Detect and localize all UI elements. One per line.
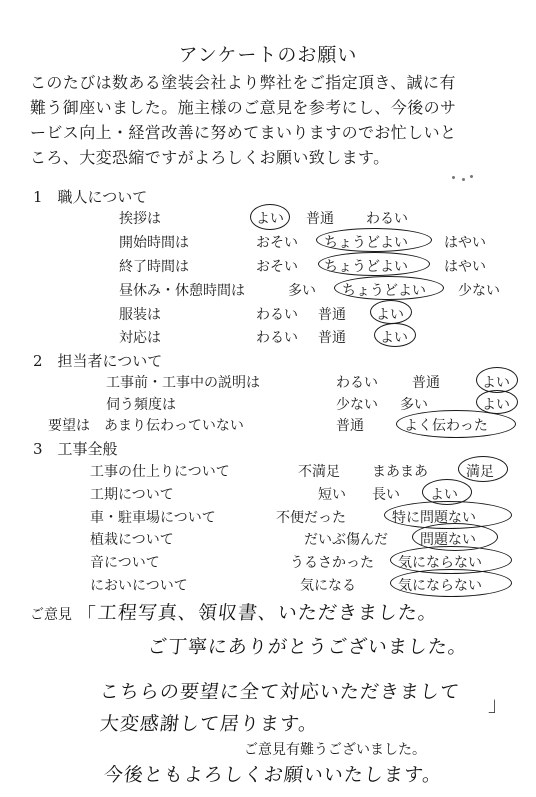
option: 問題ない [420,532,476,548]
comment-label: ご意見 [30,607,72,623]
option: 普通 [336,418,364,434]
question-label: 挨拶は [119,211,161,227]
close-bracket: 」 [488,692,508,716]
option: よい [376,307,404,323]
question-label: においについて [90,578,188,594]
section-heading-staff: 2 担当者について [33,352,163,370]
selected-circle [396,410,516,438]
question-label: 終了時間は [119,259,189,275]
option: おそい [256,235,298,251]
selected-circle [374,323,416,347]
option: 気にならない [398,555,482,571]
selected-circle [334,276,444,300]
open-bracket: 「 [76,603,96,627]
option: わるい [336,375,378,391]
question-label: 工事前・工事中の説明は [106,375,260,391]
option: 多い [288,283,316,299]
option: 少ない [458,283,500,299]
option: 気にならない [398,578,482,594]
option: わるい [366,211,408,227]
handwritten-comment-line: 大変感謝して居ります。 [98,713,320,735]
selected-circle [316,228,432,252]
question-label: 音について [90,555,160,571]
option: 普通 [318,307,346,323]
option: よい [430,487,458,503]
selected-circle [370,300,412,324]
page-title: アンケートのお願い [178,44,358,66]
section-heading-craftsmen: 1 職人について [33,188,148,206]
option: 気になる [300,578,356,594]
option: はやい [444,235,486,251]
option: だいぶ傷んだ [304,532,388,548]
option: 普通 [412,375,440,391]
option: あまり伝わっていない [104,418,244,434]
option: 不満足 [298,464,340,480]
selected-circle [318,252,430,276]
option: わるい [256,307,298,323]
section-heading-general: 3 工事全般 [33,440,118,458]
question-label: 伺う頻度は [106,397,176,413]
option: よい [380,330,408,346]
option: まあまあ [372,464,428,480]
option: わるい [256,330,298,346]
intro-line: このたびは数ある塗装会社より弊社をご指定頂き、誠に有 [30,73,456,92]
intro-line: 難う御座いました。施主様のご意見を参考にし、今後のサ [30,98,457,117]
option: 満足 [466,464,494,480]
option: はやい [444,259,486,275]
question-label: 昼休み・休憩時間は [119,283,245,299]
option: 不便だった [276,510,346,526]
option: 普通 [318,330,346,346]
thanks-text: ご意見有難うございました。 [244,742,426,758]
handwritten-comment-line: こちらの要望に全て対応いただきまして [98,681,462,703]
option: 少ない [336,397,378,413]
handwritten-comment-line: ご丁寧にありがとうございました。 [146,636,470,658]
option: おそい [256,259,298,275]
option: よい [482,397,510,413]
option: よい [482,375,510,391]
option: ちょうどよい [342,283,426,299]
question-label: 工期について [90,487,174,503]
option: よく伝わった [404,418,488,434]
question-label: 対応は [119,330,161,346]
scan-speck [452,176,455,179]
selected-circle [458,456,508,482]
scan-speck [462,178,465,181]
question-label: 要望は [48,418,90,434]
selected-circle [476,390,518,414]
option: うるさかった [290,555,374,571]
question-label: 植栽について [90,532,174,548]
option: ちょうどよい [324,235,408,251]
handwritten-comment-line: 工程写真、領収書、いただきました。 [96,602,440,624]
option: よい [256,211,284,227]
scan-speck [470,175,473,178]
option: 短い [318,487,346,503]
option: 特に問題ない [392,510,476,526]
question-label: 開始時間は [119,235,189,251]
handwritten-comment-line: 今後ともよろしくお願いいたします。 [102,764,444,786]
question-label: 服装は [119,307,161,323]
option: 普通 [306,211,334,227]
intro-line: ころ、大変恐縮ですがよろしくお願い致します。 [30,148,390,167]
option: ちょうどよい [324,259,408,275]
option: 長い [372,487,400,503]
intro-line: ービス向上・経営改善に努めてまいりますのでお忙しいと [30,123,457,142]
selected-circle [390,569,512,597]
option: 多い [400,397,428,413]
selected-circle [250,204,290,230]
question-label: 車・駐車場について [90,510,216,526]
question-label: 工事の仕上りについて [90,464,230,480]
